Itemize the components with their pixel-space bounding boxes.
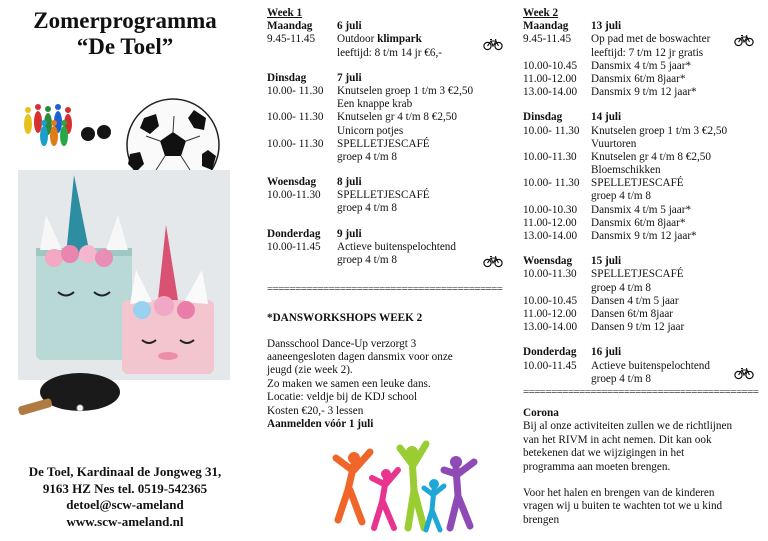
activity-detail: leeftijd: 8 t/m 14 jr €6,-	[337, 46, 443, 59]
activity-detail: groep 4 t/m 8	[337, 254, 397, 267]
day-label: Dinsdag	[523, 111, 563, 124]
time: 10.00-11.45	[267, 240, 321, 253]
activity: Outdoor	[337, 33, 378, 46]
activity: Dansmix 6t/m 8jaar*	[591, 216, 686, 229]
time: 10.00-11.30	[523, 268, 577, 281]
title-line-1: Zomerprogramma	[33, 8, 217, 33]
activity-detail: Bloemschikken	[591, 164, 661, 177]
day-date: 15 juli	[591, 255, 622, 268]
week1-heading: Week 1	[267, 7, 303, 19]
page-title	[0, 8, 250, 60]
time: 10.00-10.30	[523, 203, 578, 216]
activity-detail: groep 4 t/m 8	[337, 150, 397, 163]
activity: SPELLETJESCAFÉ	[591, 177, 684, 190]
activity-bold: klimpark	[377, 33, 422, 46]
time: 10.00-11.30	[523, 150, 577, 163]
activity-detail: Unicorn potjes	[337, 124, 404, 137]
text-line: Dansschool Dance-Up verzorgt 3	[267, 337, 417, 350]
day-date: 16 juli	[591, 346, 622, 359]
bowling-pins-icon	[18, 96, 118, 150]
time: 10.00- 11.30	[523, 124, 580, 137]
activity: Dansmix 6t/m 8jaar*	[591, 72, 686, 85]
corona-title: Corona	[523, 407, 559, 420]
day-label: Dinsdag	[267, 71, 307, 84]
activity-detail: leeftijd: 7 t/m 12 jr gratis	[591, 46, 704, 59]
activity: SPELLETJESCAFÉ	[591, 268, 684, 281]
register-deadline: Aanmelden vóór 1 juli	[267, 418, 374, 431]
website-line: www.scw-ameland.nl	[66, 513, 184, 529]
day-label: Donderdag	[267, 227, 321, 240]
day-label: Woensdag	[523, 255, 573, 268]
activity: Knutselen gr 4 t/m 8 €2,50	[337, 111, 457, 124]
day-label: Maandag	[267, 20, 313, 33]
ping-pong-paddle-icon	[16, 370, 124, 422]
text-line: Kosten €20,- 3 lessen	[267, 404, 364, 417]
time: 13.00-14.00	[523, 321, 578, 334]
activity-detail: groep 4 t/m 8	[591, 190, 651, 203]
time: 10.00- 11.30	[523, 177, 580, 190]
activity: Dansmix 4 t/m 5 jaar*	[591, 59, 692, 72]
activity: Dansmix 4 t/m 5 jaar*	[591, 203, 692, 216]
bicycle-icon	[483, 37, 503, 51]
text-line: jeugd (zie week 2).	[267, 364, 353, 377]
day-date: 13 juli	[591, 20, 622, 33]
activity: Op pad met de boswachter	[591, 33, 711, 46]
email-line: detoel@scw-ameland	[66, 497, 184, 512]
time: 10.00-11.30	[267, 189, 321, 202]
dance-workshop-text	[267, 338, 507, 432]
time: 13.00-14.00	[523, 86, 578, 99]
activity: SPELLETJESCAFÉ	[337, 137, 430, 150]
time: 13.00-14.00	[523, 230, 578, 243]
week1-column	[267, 7, 507, 431]
corona-text	[523, 420, 763, 527]
text-line: vragen wij u buiten te wachten tot we u kind	[523, 500, 723, 513]
text-line: brengen	[523, 513, 560, 526]
title-line-2: “De Toel”	[76, 34, 174, 59]
dance-workshop-title: *DANSWORKSHOPS WEEK 2	[267, 312, 423, 325]
day-date: 6 juli	[337, 20, 362, 33]
bicycle-icon	[734, 366, 754, 380]
day-date: 7 juli	[337, 71, 362, 84]
activity: SPELLETJESCAFÉ	[337, 189, 430, 202]
week2-column	[523, 7, 763, 527]
activity: Knutselen groep 1 t/m 3 €2,50	[591, 124, 728, 137]
activity: Dansmix 9 t/m 12 jaar*	[591, 230, 697, 243]
day-date: 9 juli	[337, 227, 362, 240]
activity: Dansen 9 t/m 12 jaar	[591, 321, 685, 334]
activity-detail: Vuurtoren	[591, 137, 637, 150]
dancers-image	[328, 440, 478, 534]
day-label: Woensdag	[267, 176, 317, 189]
text-line: Voor het halen en brengen van de kinderen	[523, 486, 715, 499]
activity: Knutselen gr 4 t/m 8 €2,50	[591, 150, 711, 163]
activity: Dansmix 9 t/m 12 jaar*	[591, 86, 697, 99]
text-line: Zo maken we samen een leuke dans.	[267, 377, 431, 390]
activity-detail: groep 4 t/m 8	[337, 202, 397, 215]
activity-detail: groep 4 t/m 8	[591, 372, 651, 385]
separator: ==========================================	[523, 385, 759, 398]
bicycle-icon	[734, 33, 754, 47]
activity: Actieve buitenspelochtend	[591, 359, 710, 372]
time: 10.00-10.45	[523, 59, 578, 72]
time: 10.00- 11.30	[267, 137, 324, 150]
text-line: van het RIVM in acht nemen. Dit kan ook	[523, 433, 712, 446]
time: 11.00-12.00	[523, 72, 577, 85]
text-line: betekenen dat we wijzigingen in het	[523, 447, 685, 460]
day-date: 14 juli	[591, 111, 622, 124]
time: 10.00-11.45	[523, 359, 577, 372]
text-line: aaneengesloten dagen dansmix voor onze	[267, 351, 453, 364]
activity: Dansen 4 t/m 5 jaar	[591, 294, 679, 307]
time: 11.00-12.00	[523, 216, 577, 229]
unicorn-cans-image	[18, 170, 230, 380]
time: 11.00-12.00	[523, 307, 577, 320]
bicycle-icon	[483, 254, 503, 268]
time: 10.00-10.45	[523, 294, 578, 307]
text-line: programma aan moeten brengen.	[523, 460, 671, 473]
time: 9.45-11.45	[267, 33, 316, 46]
activity: Knutselen groep 1 t/m 3 €2,50	[337, 84, 474, 97]
activity: Dansen 6t/m 8jaar	[591, 307, 674, 320]
activity-detail: groep 4 t/m 8	[591, 281, 651, 294]
week2-heading: Week 2	[523, 7, 559, 19]
time: 10.00- 11.30	[267, 111, 324, 124]
address-line: De Toel, Kardinaal de Jongweg 31,	[28, 464, 222, 479]
day-date: 8 juli	[337, 176, 362, 189]
day-label: Donderdag	[523, 346, 577, 359]
time: 10.00- 11.30	[267, 84, 324, 97]
day-label: Maandag	[523, 20, 569, 33]
time: 9.45-11.45	[523, 33, 572, 46]
text-line: Bij al onze activiteiten zullen we de richtlijnen	[523, 420, 733, 433]
address-block	[0, 464, 250, 530]
activity-detail: Een knappe krab	[337, 98, 413, 111]
phone-line: 9163 HZ Nes tel. 0519-542365	[42, 480, 208, 496]
text-line: Locatie: veldje bij de KDJ school	[267, 391, 418, 404]
separator: ==========================================	[267, 283, 503, 296]
activity: Actieve buitenspelochtend	[337, 240, 456, 253]
